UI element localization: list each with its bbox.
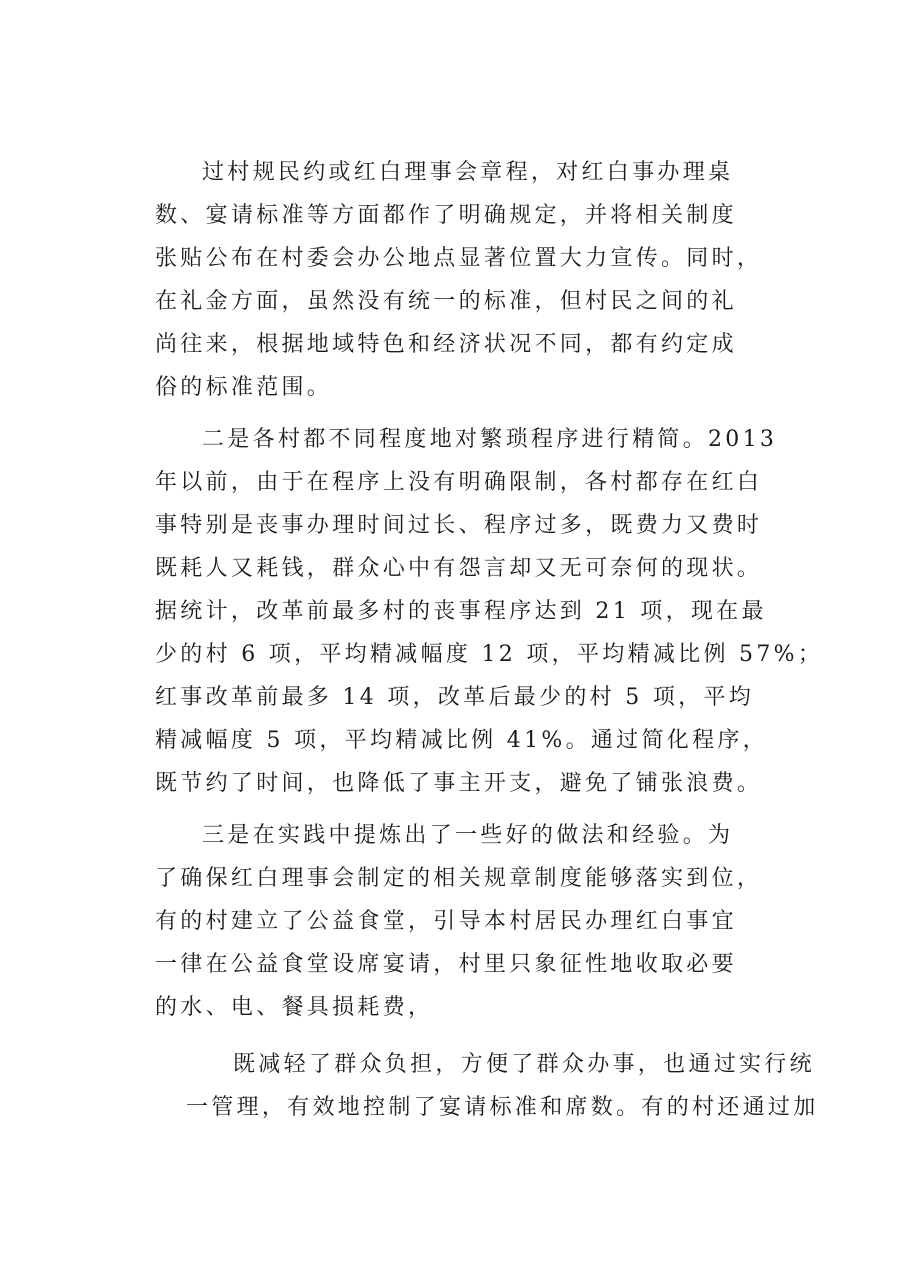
text-line: 既节约了时间，也降低了事主开支，避免了铺张浪费。 (155, 771, 763, 796)
text-line: 过村规民约或红白理事会章程，对红白事办理桌 (202, 160, 734, 185)
text-line: 既减轻了群众负担，方便了群众办事，也通过实行统 (233, 1052, 815, 1077)
text-line: 三是在实践中提炼出了一些好的做法和经验。为 (202, 823, 734, 848)
text-line: 的水、电、餐具损耗费， (155, 995, 434, 1020)
text-line: 红事改革前最多 14 项，改革后最少的村 5 项，平均 (155, 685, 755, 710)
text-line: 精减幅度 5 项，平均精减比例 41%。通过简化程序， (155, 728, 768, 753)
text-line: 了确保红白理事会制定的相关规章制度能够落实到位， (155, 866, 763, 891)
text-line: 数、宴请标准等方面都作了明确规定，并将相关制度 (155, 203, 737, 228)
text-line: 二是各村都不同程度地对繁琐程序进行精简。2013 (202, 427, 778, 452)
text-line: 有的村建立了公益食堂，引导本村居民办理红白事宜 (155, 909, 737, 934)
text-line: 既耗人又耗钱，群众心中有怨言却又无可奈何的现状。 (155, 556, 763, 581)
text-line: 一管理，有效地控制了宴请标准和席数。有的村还通过加 (186, 1095, 819, 1120)
text-line: 一律在公益食堂设席宴请，村里只象征性地收取必要 (155, 952, 737, 977)
text-line: 尚往来，根据地域特色和经济状况不同，都有约定成 (155, 332, 737, 357)
text-line: 在礼金方面，虽然没有统一的标准，但村民之间的礼 (155, 289, 737, 314)
text-line: 事特别是丧事办理时间过长、程序过多，既费力又费时 (155, 513, 763, 538)
text-line: 张贴公布在村委会办公地点显著位置大力宣传。同时， (155, 246, 763, 271)
text-line: 据统计，改革前最多村的丧事程序达到 21 项，现在最 (155, 599, 767, 624)
text-line: 少的村 6 项，平均精减幅度 12 项，平均精减比例 57%； (155, 642, 824, 667)
text-line: 俗的标准范围。 (155, 375, 333, 400)
text-line: 年以前，由于在程序上没有明确限制，各村都存在红白 (155, 470, 763, 495)
